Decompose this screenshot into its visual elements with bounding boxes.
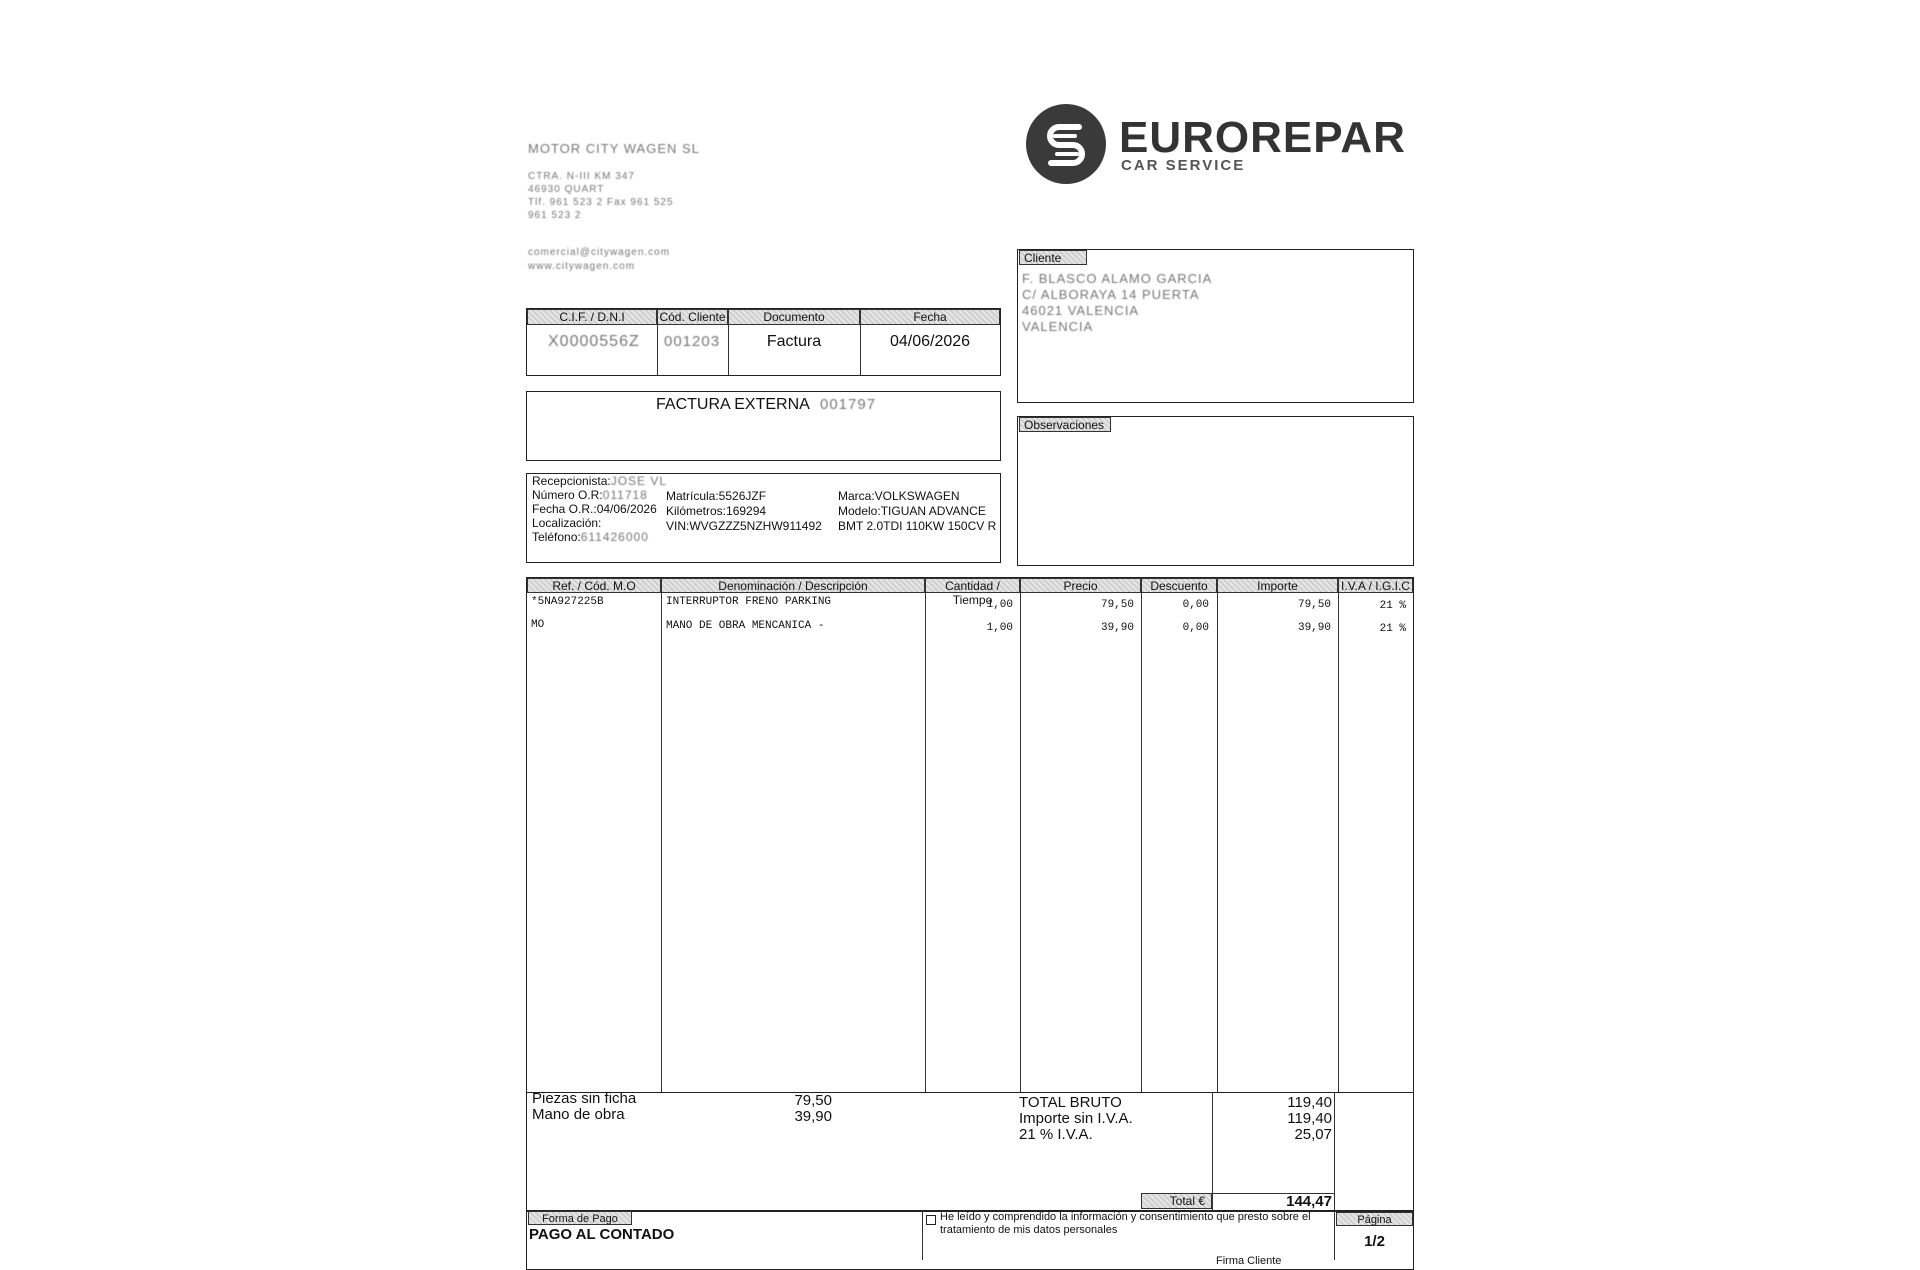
row-cantidad: 1,00	[986, 622, 1013, 634]
motor: BMT 2.0TDI 110KW 150CV R	[838, 519, 997, 533]
total-bruto-label: TOTAL BRUTO	[1019, 1094, 1122, 1111]
cliente-label: Cliente	[1019, 250, 1087, 265]
row-importe: 39,90	[1297, 622, 1331, 634]
telefono-row	[532, 530, 667, 544]
summary-values-right	[1212, 1095, 1332, 1143]
localizacion: Localización:	[532, 516, 602, 530]
row-description: MANO DE OBRA MENCANICA -	[666, 620, 825, 632]
total-bruto-value: 119,40	[1287, 1094, 1332, 1111]
forma-pago-label: Forma de Pago	[528, 1211, 632, 1225]
row-iva: 21 %	[1379, 600, 1406, 612]
divider	[657, 309, 658, 375]
column-divider	[661, 578, 662, 1092]
company-address	[528, 170, 674, 222]
row-precio: 39,90	[1100, 622, 1134, 634]
documento-label: Documento	[728, 309, 860, 325]
brand-name: EUROREPAR	[1119, 113, 1406, 162]
summary-values-left	[760, 1093, 832, 1125]
cliente-line: C/ ALBORAYA 14 PUERTA	[1022, 287, 1200, 302]
numero-or-value: 011718	[602, 488, 648, 502]
telefono-label: Teléfono:	[532, 530, 581, 544]
cliente-address	[1022, 271, 1212, 335]
brand-subtitle: CAR SERVICE	[1121, 157, 1246, 174]
cliente-line: F. BLASCO ALAMO GARCIA	[1022, 271, 1213, 286]
row-descuento: 0,00	[1182, 599, 1209, 611]
row-ref: *5NA927225B	[531, 596, 604, 608]
iva-label: 21 % I.V.A.	[1019, 1126, 1093, 1143]
company-name: MOTOR CITY WAGEN SL	[528, 141, 700, 156]
cod-cliente-label: Cód. Cliente	[657, 309, 728, 325]
piezas-value: 79,50	[794, 1092, 832, 1109]
numero-or-label: Número O.R:	[532, 488, 603, 502]
fecha-label: Fecha	[860, 309, 1000, 325]
vehicle-right-column	[838, 489, 996, 534]
pagina-value: 1/2	[1364, 1233, 1385, 1250]
row-importe: 79,50	[1297, 599, 1331, 611]
row-cantidad: 1,00	[986, 599, 1013, 611]
company-address-line: 961 523 2	[528, 210, 582, 221]
mano-label: Mano de obra	[532, 1106, 625, 1123]
importe-sin-iva-value: 119,40	[1287, 1110, 1332, 1127]
line-items-table	[526, 577, 1414, 1093]
cliente-line: VALENCIA	[1022, 319, 1094, 334]
factura-externa-label: FACTURA EXTERNA	[656, 396, 810, 413]
company-address-line: CTRA. N-III KM 347	[528, 171, 635, 182]
table-header: Denominación / Descripción	[661, 578, 925, 593]
fecha-value: 04/06/2026	[889, 333, 971, 350]
pagina-label: Página	[1336, 1212, 1413, 1226]
cif-value: X0000556Z	[548, 333, 640, 350]
column-divider	[1020, 578, 1021, 1092]
company-web: www.citywagen.com	[528, 261, 636, 272]
row-description: INTERRUPTOR FRENO PARKING	[666, 596, 832, 608]
kilometros: Kilómetros:169294	[666, 504, 767, 518]
table-header: Ref. / Cód. M.O	[527, 578, 661, 593]
cod-cliente-value: 001203	[664, 333, 721, 350]
table-header: Precio	[1020, 578, 1141, 593]
table-header: Descuento	[1141, 578, 1217, 593]
iva-value: 25,07	[1294, 1126, 1332, 1143]
vehicle-middle-column	[666, 489, 822, 534]
forma-pago-value: PAGO AL CONTADO	[529, 1226, 675, 1243]
company-email: comercial@citywagen.com	[528, 247, 671, 258]
piezas-label: Piezas sin ficha	[532, 1090, 637, 1107]
cif-label: C.I.F. / D.N.I	[527, 309, 657, 325]
table-header: Importe	[1217, 578, 1338, 593]
importe-sin-iva-label: Importe sin I.V.A.	[1019, 1110, 1133, 1127]
firma-cliente-label: Firma Cliente	[1216, 1255, 1282, 1267]
cliente-line: 46021 VALENCIA	[1022, 303, 1140, 318]
observaciones-label: Observaciones	[1019, 417, 1111, 432]
total-label: Total €	[1141, 1193, 1212, 1209]
company-address-line: 46930 QUART	[528, 184, 605, 195]
column-divider	[1217, 578, 1218, 1092]
summary-labels-right	[1019, 1095, 1133, 1143]
recepcionista-value: JOSE VL	[610, 474, 668, 488]
footer-divider	[1334, 1210, 1335, 1260]
company-address-line: Tlf. 961 523 2 Fax 961 525	[528, 197, 674, 208]
column-divider	[1141, 578, 1142, 1092]
vehicle-left-column	[532, 474, 667, 544]
row-precio: 79,50	[1100, 599, 1134, 611]
summary-divider	[1334, 1092, 1335, 1211]
observaciones-box	[1017, 416, 1414, 566]
factura-externa-number: 001797	[820, 396, 877, 413]
documento-value: Factura	[766, 333, 822, 350]
row-descuento: 0,00	[1182, 622, 1209, 634]
column-divider	[1338, 578, 1339, 1092]
table-header: Cantidad / Tiempo	[925, 578, 1020, 593]
consent-checkbox[interactable]	[926, 1215, 936, 1225]
vin: VIN:WVGZZZ5NZHW911492	[666, 519, 822, 533]
modelo: Modelo:TIGUAN ADVANCE	[838, 504, 986, 518]
eurorepar-logo-icon	[1025, 103, 1107, 185]
table-header: I.V.A / I.G.I.C	[1338, 578, 1413, 593]
marca: Marca:VOLKSWAGEN	[838, 489, 960, 503]
company-contact	[528, 246, 670, 274]
telefono-value: 611426000	[580, 530, 649, 544]
recepcionista-row	[532, 474, 667, 488]
numero-or-row	[532, 488, 667, 502]
total-value: 144,47	[1286, 1193, 1332, 1210]
mano-value: 39,90	[794, 1108, 832, 1125]
row-ref: MO	[531, 619, 545, 631]
footer-divider	[922, 1210, 923, 1260]
fecha-or: Fecha O.R.:04/06/2026	[532, 502, 657, 516]
consent-text: He leído y comprendido la información y consentimiento que presto sobre el tratamiento de mis datos personales	[940, 1211, 1311, 1236]
row-iva: 21 %	[1379, 623, 1406, 635]
recepcionista-label: Recepcionista:	[532, 474, 611, 488]
summary-labels-left	[532, 1091, 636, 1123]
matricula: Matrícula:5526JZF	[666, 489, 767, 503]
column-divider	[925, 578, 926, 1092]
